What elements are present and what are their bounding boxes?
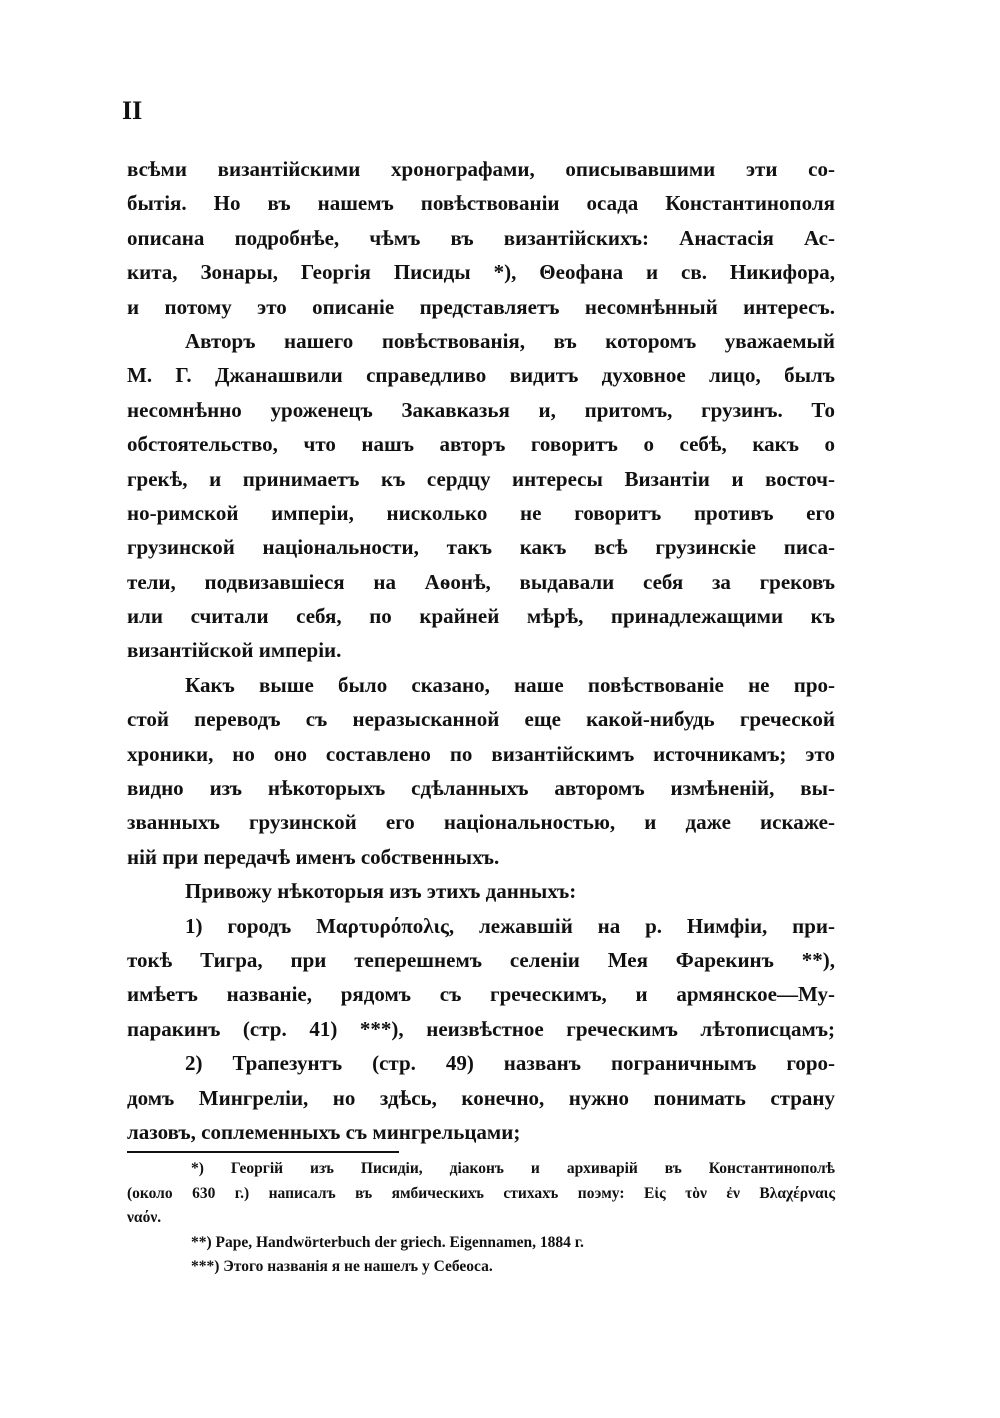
text-line: византійской имперіи. — [127, 638, 342, 663]
text-line: и потому это описаніе представляетъ несомнѣнный интересъ. — [127, 294, 835, 319]
text-line: Какъ выше было сказано, наше повѣствованіе не про- — [185, 672, 835, 697]
text-line: имѣетъ названіе, рядомъ съ греческимъ, и армянское—Му- — [127, 982, 835, 1007]
footnote-line: ***) Этого названія я не нашелъ у Себеоса. — [191, 1258, 493, 1275]
text-line: стой переводъ съ неразысканной еще какой-нибудь греческой — [127, 707, 835, 732]
text-line: лазовъ, соплеменныхъ съ мингрельцами; — [127, 1119, 521, 1144]
text-line: грузинской національности, такъ какъ всѣ грузинскіе писа- — [127, 535, 835, 560]
text-line: обстоятельство, что нашъ авторъ говоритъ о себѣ, какъ о — [127, 432, 835, 457]
text-line: токѣ Тигра, при теперешнемъ селеніи Мея Фарекинъ **), — [127, 947, 835, 972]
footnotes — [127, 1157, 835, 1280]
text-line: Авторъ нашего повѣствованія, въ которомъ уважаемый — [185, 328, 835, 353]
text-line: или считали себя, по крайней мѣрѣ, принадлежащими къ — [127, 604, 835, 629]
text-line: видно изъ нѣкоторыхъ сдѣланныхъ авторомъ измѣненій, вы- — [127, 776, 835, 801]
text-line: но-римской имперіи, нисколько не говоритъ противъ его — [127, 500, 835, 525]
text-line: несомнѣнно уроженецъ Закавказья и, притомъ, грузинъ. То — [127, 397, 835, 422]
body-text — [127, 152, 835, 1149]
text-line: Привожу нѣкоторыя изъ этихъ данныхъ: — [185, 879, 577, 904]
text-line: описана подробнѣе, чѣмъ въ византійскихъ: Анастасія Ас- — [127, 225, 835, 250]
text-line: домъ Мингреліи, но здѣсь, конечно, нужно понимать страну — [127, 1085, 835, 1110]
footnote-line: **) Pape, Handwörterbuch der griech. Eigennamen, 1884 г. — [191, 1233, 584, 1251]
footnote-line: (около 630 г.) написалъ въ ямбическихъ стихахъ поэму: Εἰς τὸν ἐν Βλαχέρναις — [127, 1184, 835, 1202]
text-line: 1) городъ Μαρτυρόπολις, лежавшій на р. Нимфіи, при- — [185, 913, 835, 938]
text-line: всѣми византійскими хронографами, описывавшими эти со- — [127, 157, 835, 181]
footnote-line: ναόν. — [127, 1209, 162, 1226]
text-line: бытія. Но въ нашемъ повѣствованіи осада Константинополя — [127, 191, 835, 216]
footnote-divider — [127, 1151, 399, 1153]
text-line: званныхъ грузинской его національностью, и даже искаже- — [127, 810, 835, 835]
page-number: II — [122, 96, 143, 125]
text-line: 2) Трапезунтъ (стр. 49) названъ пограничнымъ горо- — [185, 1051, 835, 1076]
text-line: хроники, но оно составлено по византійскимъ источникамъ; это — [127, 741, 835, 766]
text-line: тели, подвизавшіеся на Аѳонѣ, выдавали себя за грековъ — [127, 569, 835, 594]
text-line: кита, Зонары, Георгія Писиды *), Θеофана и св. Никифора, — [127, 260, 835, 285]
text-line: паракинъ (стр. 41) ***), неизвѣстное греческимъ лѣтописцамъ; — [127, 1016, 835, 1041]
text-line: ній при передачѣ именъ собственныхъ. — [127, 844, 500, 869]
text-line: М. Г. Джанашвили справедливо видитъ духовное лицо, былъ — [127, 363, 835, 388]
footnote-line: *) Георгій изъ Писидіи, діаконъ и архиварій въ Константинополѣ — [191, 1160, 835, 1177]
text-line: грекѣ, и принимаетъ къ сердцу интересы Византіи и восточ- — [127, 466, 835, 491]
